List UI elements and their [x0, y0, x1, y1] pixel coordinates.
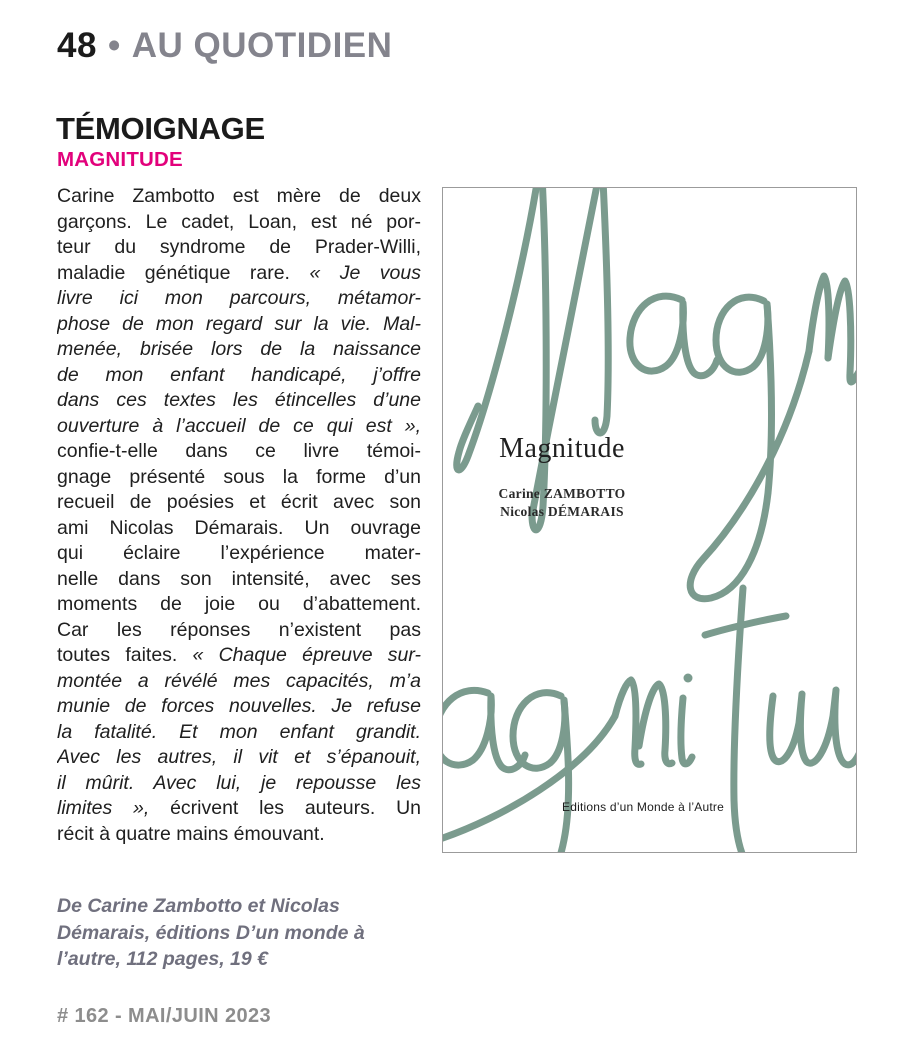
bullet-separator: • [107, 26, 121, 65]
body-line: toutes faites. « Chaque épreuve sur- [57, 644, 421, 666]
body-line: maladie génétique rare. « Je vous [57, 261, 421, 284]
body-line: teur du syndrome de Prader-Willi, [57, 236, 421, 258]
body-line: recueil de poésies et écrit avec son [57, 491, 421, 513]
article-body [57, 184, 421, 847]
credit-line: De Carine Zambotto et Nicolas [57, 895, 340, 917]
body-line: récit à quatre mains émouvant. [57, 822, 325, 845]
cover-author: Nicolas DÉMARAIS [500, 504, 624, 519]
body-line: moments de joie ou d’abattement. [57, 593, 421, 615]
cover-publisher: Editions d’un Monde à l’Autre [562, 800, 724, 814]
page-number: 48 [57, 26, 97, 65]
body-line: il mûrit. Avec lui, je repousse les [57, 771, 421, 794]
body-line: livre ici mon parcours, métamor- [57, 287, 421, 309]
body-line: gnage présenté sous la forme d’un [57, 465, 421, 488]
body-line: confie-t-elle dans ce livre témoi- [57, 440, 421, 462]
credit-line: Démarais, éditions D’un monde à [57, 921, 365, 944]
body-line: montée a révélé mes capacités, m’a [57, 669, 421, 692]
body-line: limites », écrivent les auteurs. Un [57, 797, 421, 819]
body-line: dans ces textes les étincelles d’une [57, 389, 421, 411]
body-line: phose de mon regard sur la vie. Mal- [57, 312, 421, 335]
body-line: ouverture à l’accueil de ce qui est », [57, 414, 421, 437]
body-line: ami Nicolas Démarais. Un ouvrage [57, 516, 421, 539]
article-kicker: TÉMOIGNAGE [56, 111, 265, 146]
book-cover [442, 187, 857, 853]
body-line: menée, brisée lors de la naissance [57, 338, 421, 360]
body-line: nelle dans son intensité, avec ses [57, 567, 421, 590]
cover-title: Magnitude [499, 433, 625, 464]
body-line: de mon enfant handicapé, j’offre [57, 363, 421, 386]
body-line: munie de forces nouvelles. Je refuse [57, 695, 421, 717]
page-header [57, 26, 392, 66]
script-word-top [457, 188, 856, 599]
article-credit [57, 893, 437, 973]
body-line: Carine Zambotto est mère de deux [57, 185, 421, 207]
article-title: MAGNITUDE [57, 148, 183, 171]
body-line: garçons. Le cadet, Loan, est né por- [57, 210, 421, 233]
body-line: Car les réponses n’existent pas [57, 618, 421, 641]
cover-authors [443, 485, 681, 521]
credit-line: l’autre, 112 pages, 19 € [57, 948, 269, 970]
issue-footer: # 162 - MAI/JUIN 2023 [57, 1005, 272, 1027]
body-line: la fatalité. Et mon enfant grandit. [57, 720, 421, 743]
section-title: AU QUOTIDIEN [131, 26, 393, 65]
cover-author: Carine ZAMBOTTO [498, 486, 626, 501]
body-line: qui éclaire l’expérience mater- [57, 542, 421, 564]
body-line: Avec les autres, il vit et s’épanouit, [57, 746, 421, 768]
